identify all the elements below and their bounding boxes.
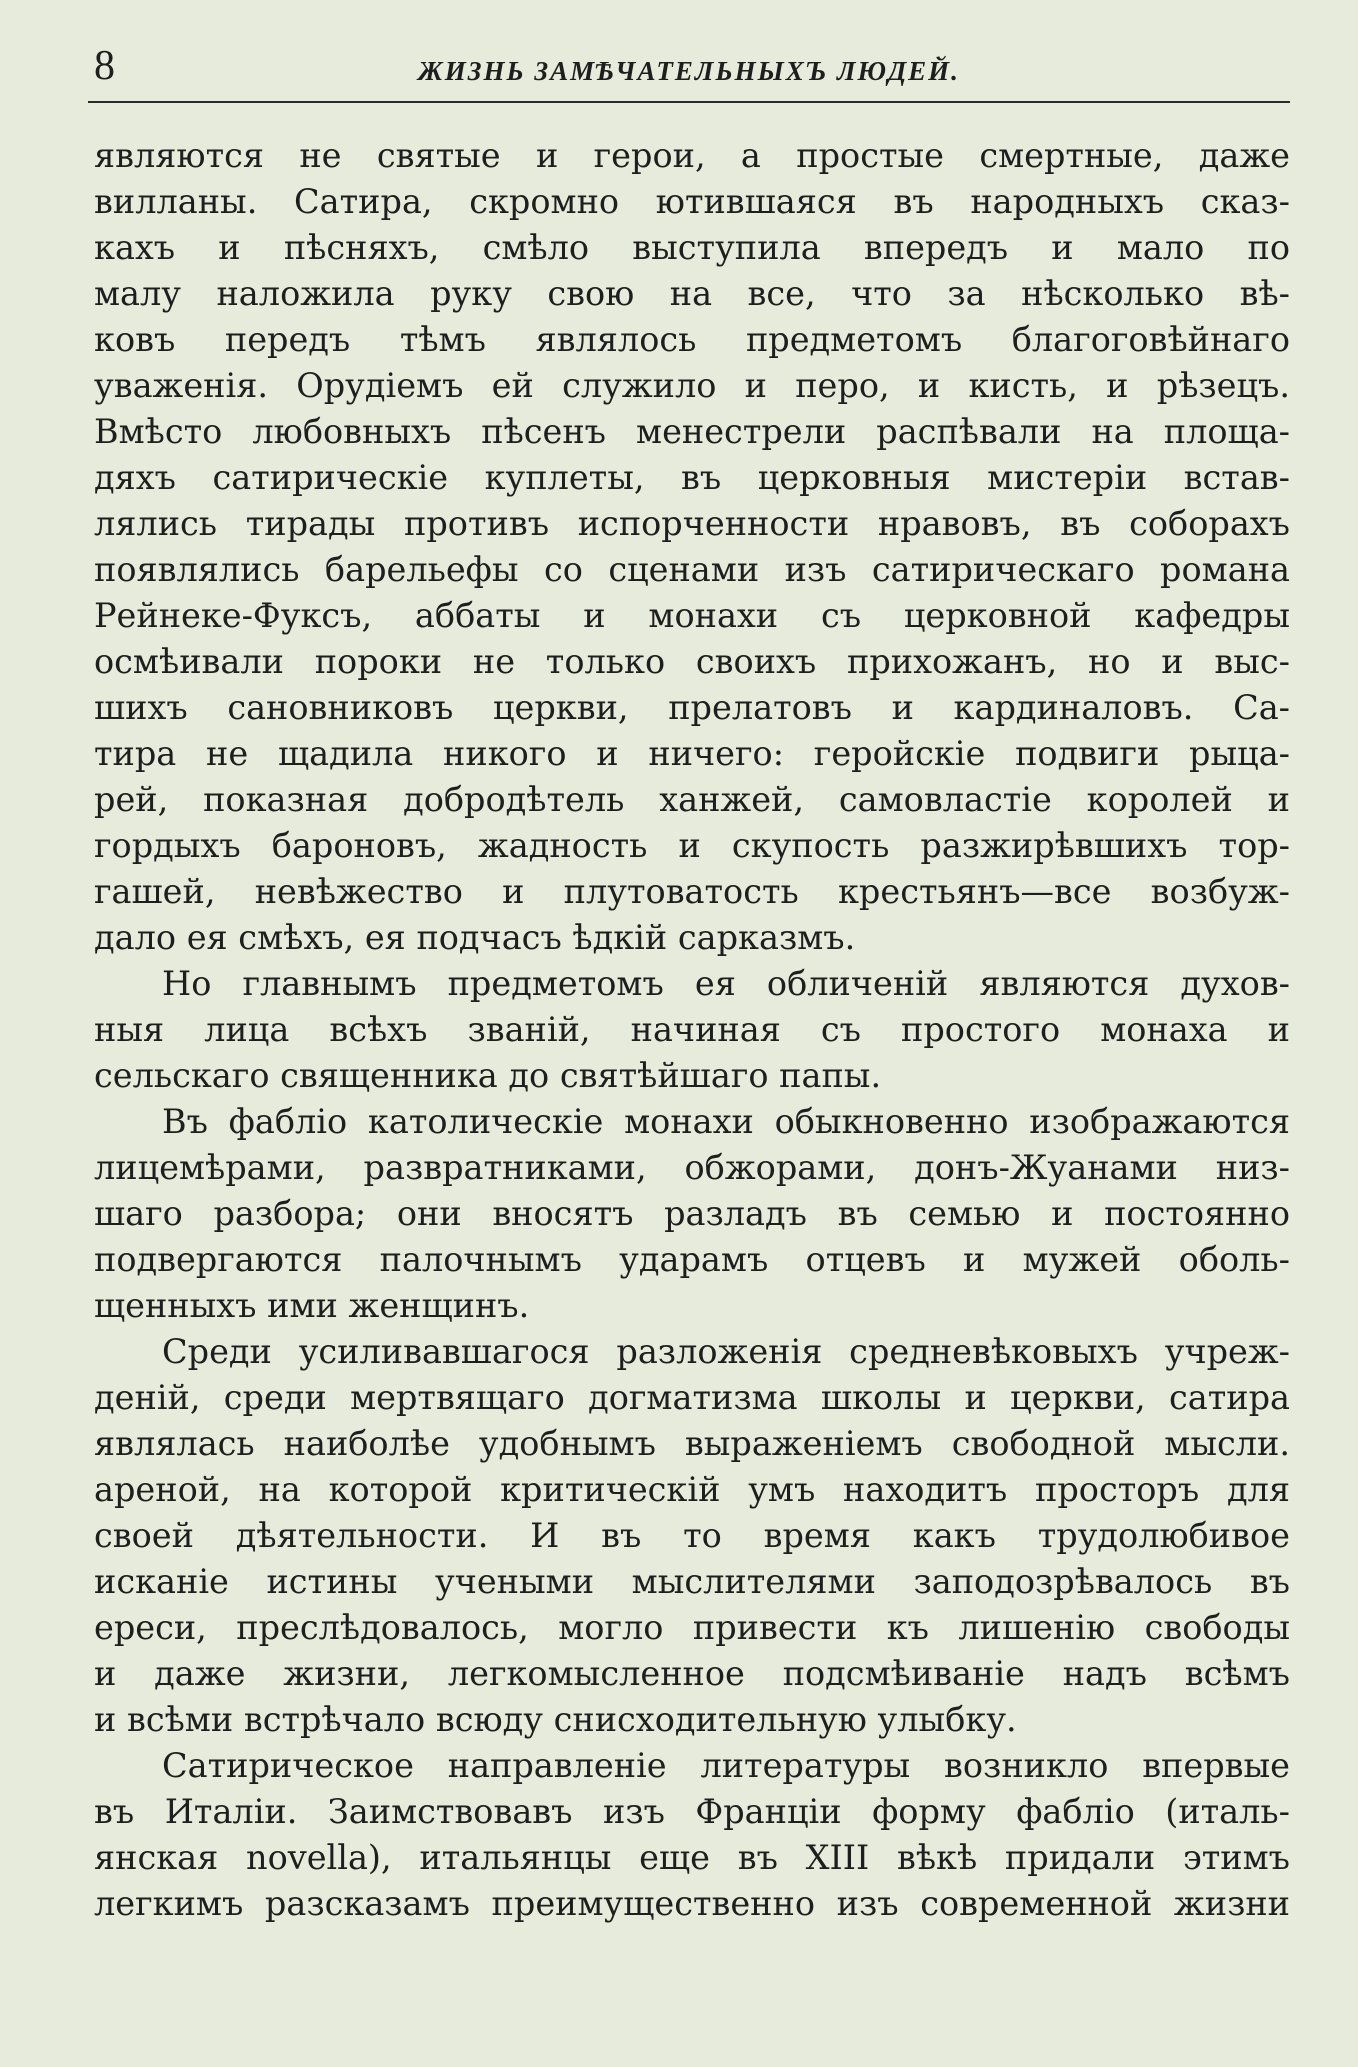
text-line: вилланы. Сатира, скромно ютившаяся въ народныхъ сказ- — [94, 182, 1290, 221]
text-line: дяхъ сатирическіе куплеты, въ церковныя мистеріи встав- — [94, 458, 1290, 497]
text-line: гордыхъ бароновъ, жадность и скупость разжирѣвшихъ тор- — [94, 826, 1290, 865]
text-line: подвергаются палочнымъ ударамъ отцевъ и мужей оболь- — [94, 1240, 1290, 1279]
page-header — [88, 40, 1290, 100]
paragraph — [94, 1099, 1290, 1329]
text-line: гашей, невѣжество и плутоватость крестьянъ—все возбуж- — [94, 872, 1290, 911]
text-line: янская novella), итальянцы еще въ XIII вѣкѣ придали этимъ — [94, 1838, 1290, 1877]
text-line: тира не щадила никого и ничего: геройскіе подвиги рыца- — [94, 734, 1290, 773]
text-line: ныя лица всѣхъ званій, начиная съ простого монаха и — [94, 1010, 1290, 1049]
text-line: шихъ сановниковъ церкви, прелатовъ и кардиналовъ. Са- — [94, 688, 1290, 727]
text-line: и всѣми встрѣчало всюду снисходительную улыбку. — [94, 1700, 1017, 1739]
text-line: кахъ и пѣсняхъ, смѣло выступила впередъ и мало по — [94, 228, 1290, 267]
text-line: Сатирическое направленіе литературы возникло впервые — [162, 1746, 1290, 1785]
text-line: въ Италіи. Заимствовавъ изъ Франціи форму фабліо (италь- — [94, 1792, 1290, 1831]
text-line: щенныхъ ими женщинъ. — [94, 1286, 530, 1325]
text-line: Но главнымъ предметомъ ея обличеній являются духов- — [162, 964, 1290, 1003]
paragraph — [94, 961, 1290, 1099]
text-line: Въ фабліо католическіе монахи обыкновенно изображаются — [162, 1102, 1290, 1141]
paragraph — [94, 133, 1290, 961]
text-line: являются не святые и герои, а простые смертные, даже — [94, 136, 1290, 175]
body-text — [94, 133, 1290, 1927]
paragraph — [94, 1743, 1290, 1927]
text-line: деній, среди мертвящаго догматизма школы и церкви, сатира — [94, 1378, 1290, 1417]
text-line: малу наложила руку свою на все, что за нѣсколько вѣ- — [94, 274, 1290, 313]
paragraph — [94, 1329, 1290, 1743]
text-line: своей дѣятельности. И въ то время какъ трудолюбивое — [94, 1516, 1290, 1555]
running-title: ЖИЗНЬ ЗАМѢЧАТЕЛЬНЫХЪ ЛЮДЕЙ. — [418, 56, 960, 86]
text-line: сельскаго священника до святѣйшаго папы. — [94, 1056, 882, 1095]
text-line: ереси, преслѣдовалось, могло привести къ лишенію свободы — [94, 1608, 1290, 1647]
text-line: исканіе истины учеными мыслителями заподозрѣвалось въ — [94, 1562, 1290, 1601]
text-line: являлась наиболѣе удобнымъ выраженіемъ свободной мысли. — [94, 1424, 1290, 1463]
text-line: появлялись барельефы со сценами изъ сатирическаго романа — [94, 550, 1290, 589]
text-line: Рейнеке-Фуксъ, аббаты и монахи съ церковной кафедры — [94, 596, 1290, 635]
header-rule — [88, 101, 1290, 103]
text-line: осмѣивали пороки не только своихъ прихожанъ, но и выс- — [94, 642, 1290, 681]
text-line: дало ея смѣхъ, ея подчасъ ѣдкій сарказмъ. — [94, 918, 856, 957]
text-line: уваженія. Орудіемъ ей служило и перо, и кисть, и рѣзецъ. — [94, 366, 1290, 405]
text-line: рей, показная добродѣтель ханжей, самовластіе королей и — [94, 780, 1290, 819]
text-line: и даже жизни, легкомысленное подсмѣиваніе надъ всѣмъ — [94, 1654, 1290, 1693]
text-line: Вмѣсто любовныхъ пѣсенъ менестрели распѣвали на площа- — [94, 412, 1290, 451]
text-line: легкимъ разсказамъ преимущественно изъ современной жизни — [94, 1884, 1290, 1923]
page-number: 8 — [94, 43, 115, 89]
text-line: ковъ передъ тѣмъ являлось предметомъ благоговѣйнаго — [94, 320, 1290, 359]
text-line: ареной, на которой критическій умъ находитъ просторъ для — [94, 1470, 1290, 1509]
text-line: шаго разбора; они вносятъ разладъ въ семью и постоянно — [94, 1194, 1290, 1233]
text-line: лялись тирады противъ испорченности нравовъ, въ соборахъ — [94, 504, 1290, 543]
text-line: Среди усиливавшагося разложенія средневѣковыхъ учреж- — [162, 1332, 1290, 1371]
text-line: лицемѣрами, развратниками, обжорами, донъ-Жуанами низ- — [94, 1148, 1290, 1187]
